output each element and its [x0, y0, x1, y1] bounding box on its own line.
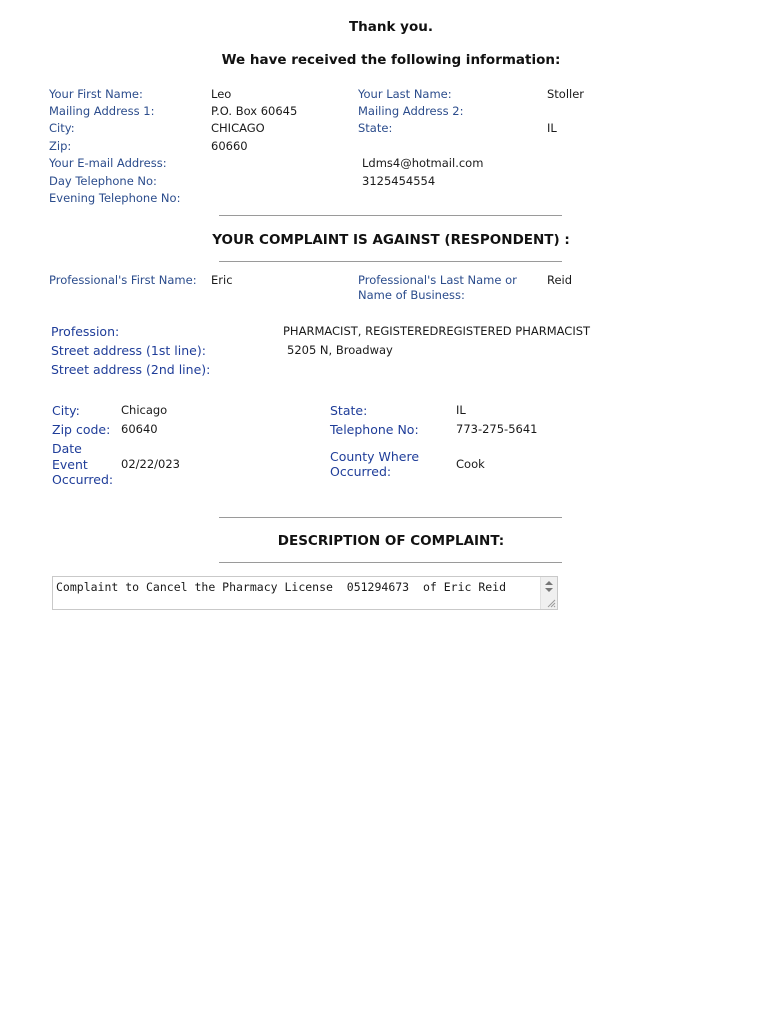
email-value: Ldms4@hotmail.com: [362, 156, 484, 170]
respondent-state-label: State:: [330, 403, 368, 418]
respondent-zip-value: 60640: [121, 422, 158, 436]
county-value: Cook: [456, 457, 485, 471]
profession-label: Profession:: [51, 324, 120, 339]
day-telephone-label: Day Telephone No:: [49, 174, 157, 188]
respondent-telephone-label: Telephone No:: [330, 422, 419, 437]
description-text: Complaint to Cancel the Pharmacy License 051294673 of Eric Reid: [56, 580, 507, 594]
respondent-telephone-value: 773-275-5641: [456, 422, 538, 436]
last-name-value: Stoller: [547, 87, 585, 101]
county-label-line1: County Where: [330, 449, 420, 464]
last-name-label: Your Last Name:: [358, 87, 452, 101]
city-value: CHICAGO: [211, 121, 265, 135]
state-value: IL: [547, 121, 557, 135]
day-telephone-value: 3125454554: [362, 174, 436, 188]
mailing-address-2-label: Mailing Address 2:: [358, 104, 464, 118]
mailing-address-1-label: Mailing Address 1:: [49, 104, 155, 118]
scroll-down-arrow-icon[interactable]: [545, 588, 553, 592]
date-event-value: 02/22/023: [121, 457, 180, 471]
description-textarea[interactable]: [52, 576, 558, 610]
date-event-label-line3: Occurred:: [52, 472, 114, 487]
date-event-label-line1: Date: [52, 441, 82, 456]
profession-value: PHARMACIST, REGISTEREDREGISTERED PHARMACIST: [283, 324, 591, 338]
city-label: City:: [49, 121, 75, 135]
zip-label: Zip:: [49, 139, 72, 153]
professional-first-name-label: Professional's First Name:: [49, 273, 197, 287]
respondent-city-label: City:: [52, 403, 80, 418]
divider: [219, 562, 562, 563]
date-event-label-line2: Event: [52, 457, 88, 472]
divider: [219, 261, 562, 262]
resize-grip-icon[interactable]: [546, 598, 556, 608]
received-heading: We have received the following information:: [221, 52, 561, 68]
description-heading: DESCRIPTION OF COMPLAINT:: [277, 533, 505, 549]
state-label: State:: [358, 121, 393, 135]
respondent-city-value: Chicago: [121, 403, 168, 417]
respondent-state-value: IL: [456, 403, 466, 417]
thank-you-heading: Thank you.: [348, 19, 434, 35]
email-label: Your E-mail Address:: [49, 156, 167, 170]
scroll-up-arrow-icon[interactable]: [545, 581, 553, 585]
first-name-label: Your First Name:: [49, 87, 143, 101]
professional-last-name-label-line2: Name of Business:: [358, 288, 465, 302]
respondent-zip-label: Zip code:: [52, 422, 111, 437]
zip-value: 60660: [211, 139, 248, 153]
street-address-2-label: Street address (2nd line):: [51, 362, 211, 377]
divider: [219, 215, 562, 216]
county-label-line2: Occurred:: [330, 464, 392, 479]
street-address-1-label: Street address (1st line):: [51, 343, 206, 358]
divider: [219, 517, 562, 518]
mailing-address-1-value: P.O. Box 60645: [211, 104, 298, 118]
street-address-1-value: 5205 N, Broadway: [287, 343, 393, 357]
respondent-heading: YOUR COMPLAINT IS AGAINST (RESPONDENT) :: [212, 232, 570, 248]
professional-last-name-label-line1: Professional's Last Name or: [358, 273, 517, 287]
evening-telephone-label: Evening Telephone No:: [49, 191, 181, 205]
professional-last-name-value: Reid: [547, 273, 573, 287]
professional-first-name-value: Eric: [211, 273, 233, 287]
first-name-value: Leo: [211, 87, 232, 101]
